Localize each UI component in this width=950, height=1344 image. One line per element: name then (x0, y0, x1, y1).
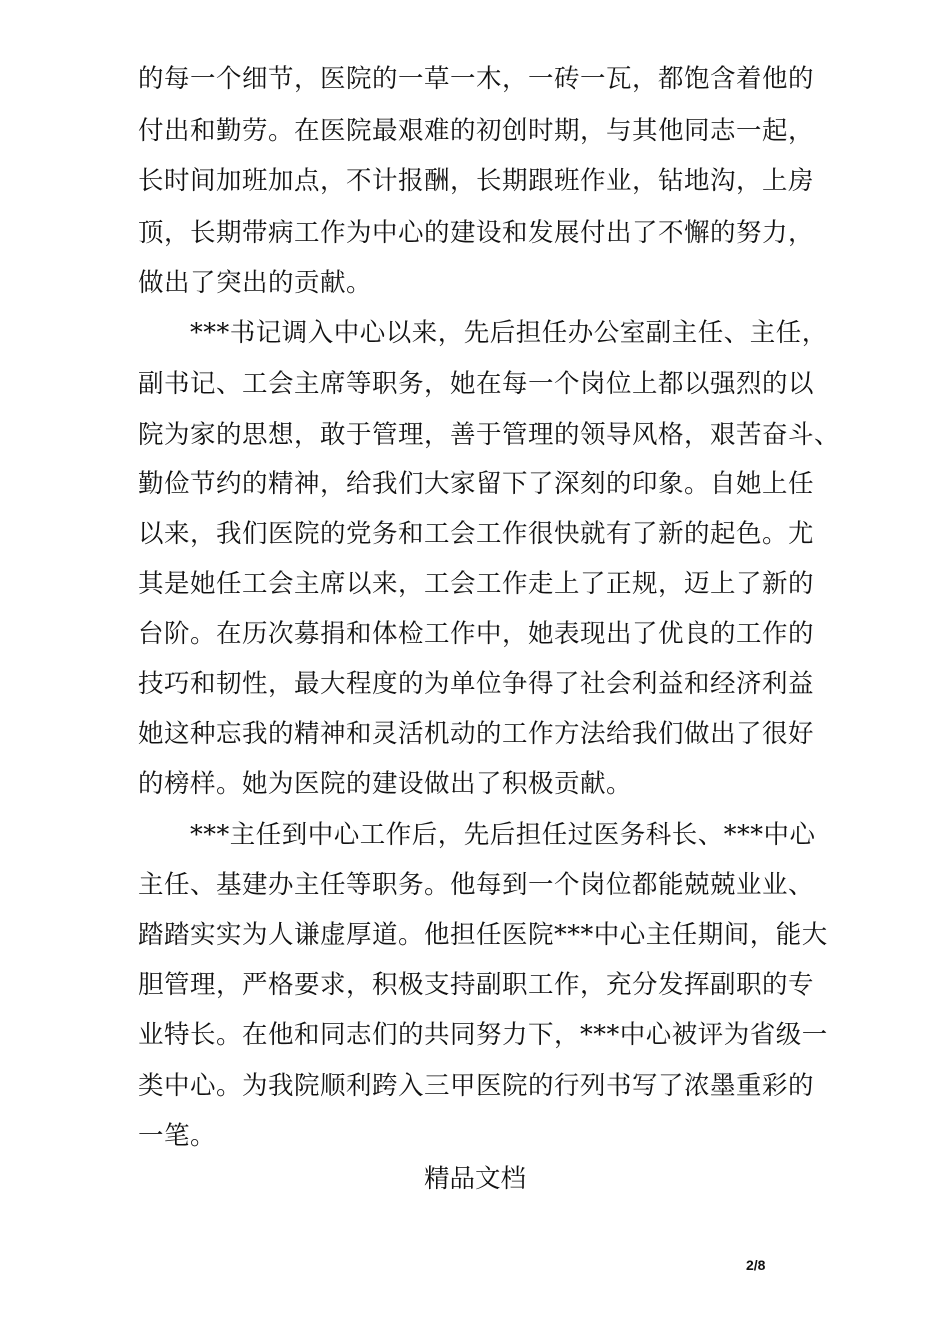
body-line-15: 的榜样。她为医院的建设做出了积极贡献。 (138, 769, 633, 799)
body-line-17: 主任、基建办主任等职务。他每到一个岗位都能兢兢业业、 (138, 870, 815, 900)
body-line-19: 胆管理，严格要求，积极支持副职工作，充分发挥副职的专 (138, 970, 815, 1000)
body-line-10: 以来，我们医院的党务和工会工作很快就有了新的起色。尤 (138, 519, 815, 549)
body-line-1: 的每一个细节，医院的一草一木，一砖一瓦，都饱含着他的 (138, 64, 815, 94)
body-line-11: 其是她任工会主席以来，工会工作走上了正规，迈上了新的 (138, 569, 815, 599)
body-line-4: 顶，长期带病工作为中心的建设和发展付出了不懈的努力， (138, 218, 815, 248)
body-line-6: ***书记调入中心以来，先后担任办公室副主任、主任， (138, 318, 828, 348)
body-line-3: 长时间加班加点，不计报酬，长期跟班作业，钻地沟，上房 (138, 166, 815, 196)
body-line-16: ***主任到中心工作后，先后担任过医务科长、***中心 (138, 820, 816, 850)
footer-title: 精品文档 (423, 1164, 526, 1194)
body-line-5: 做出了突出的贡献。 (138, 268, 373, 298)
body-line-8: 院为家的思想，敢于管理，善于管理的领导风格，艰苦奋斗、 (138, 420, 841, 450)
body-line-22: 一笔。 (138, 1121, 217, 1151)
page-number: 2/8 (746, 1257, 766, 1273)
body-line-14: 她这种忘我的精神和灵活机动的工作方法给我们做出了很好 (138, 719, 815, 749)
body-line-7: 副书记、工会主席等职务，她在每一个岗位上都以强烈的以 (138, 369, 815, 399)
body-line-21: 类中心。为我院顺利跨入三甲医院的行列书写了浓墨重彩的 (138, 1071, 815, 1101)
body-line-12: 台阶。在历次募捐和体检工作中，她表现出了优良的工作的 (138, 619, 815, 649)
body-line-9: 勤俭节约的精神，给我们大家留下了深刻的印象。自她上任 (138, 469, 815, 499)
body-line-18: 踏踏实实为人谦虚厚道。他担任医院***中心主任期间，能大 (138, 920, 828, 950)
body-line-2: 付出和勤劳。在医院最艰难的初创时期，与其他同志一起， (138, 116, 815, 146)
body-line-20: 业特长。在他和同志们的共同努力下，***中心被评为省级一 (138, 1020, 828, 1050)
body-line-13: 技巧和韧性，最大程度的为单位争得了社会利益和经济利益 (138, 669, 815, 699)
